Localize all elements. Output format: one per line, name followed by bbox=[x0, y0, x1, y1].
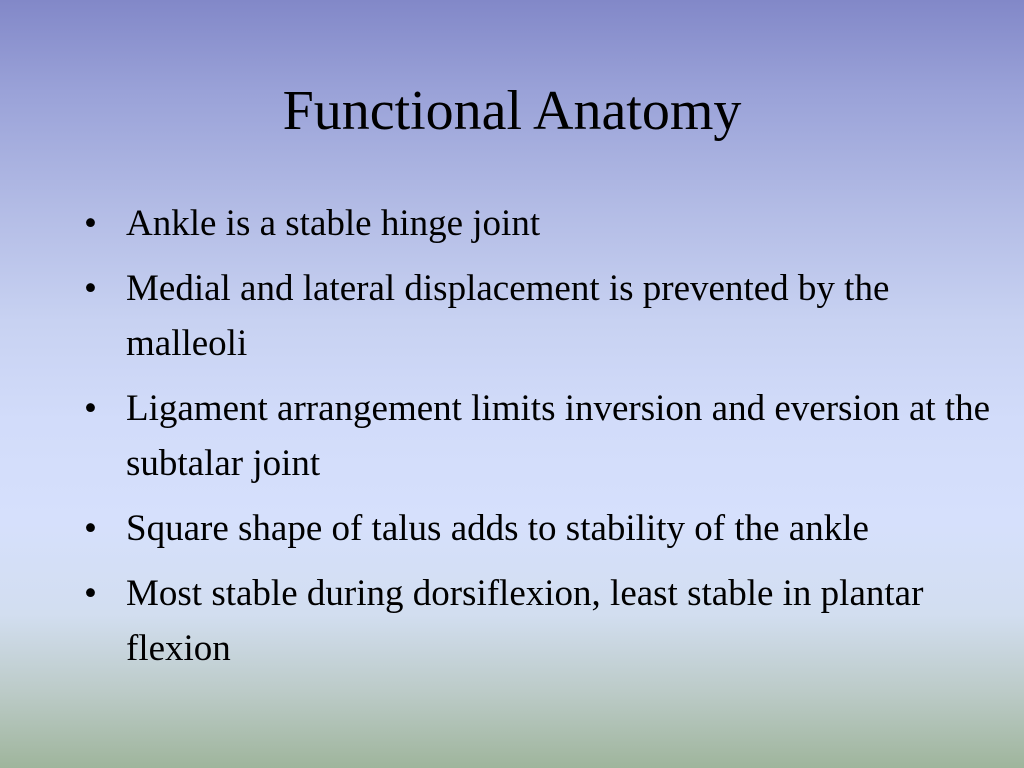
bullet-text: Square shape of talus adds to stability of the ankle bbox=[126, 508, 869, 549]
bullet-icon: • bbox=[84, 203, 97, 244]
bullet-icon: • bbox=[84, 508, 97, 549]
slide-title: Functional Anatomy bbox=[282, 80, 742, 142]
bullet-text: Ligament arrangement limits inversion and eversion at the subtalar joint bbox=[126, 388, 991, 484]
bullet-text: Ankle is a stable hinge joint bbox=[126, 203, 541, 244]
bullet-text: Most stable during dorsiflexion, least stable in plantar flexion bbox=[126, 573, 924, 669]
bullet-icon: • bbox=[84, 573, 97, 614]
bullet-text: Medial and lateral displacement is prevented by the malleoli bbox=[126, 268, 890, 364]
bullet-item bbox=[84, 566, 1014, 676]
bullet-list bbox=[84, 196, 1014, 686]
bullet-item bbox=[84, 196, 1014, 251]
bullet-item bbox=[84, 381, 1014, 491]
bullet-item bbox=[84, 501, 1014, 556]
bullet-icon: • bbox=[84, 388, 97, 429]
bullet-icon: • bbox=[84, 268, 97, 309]
bullet-item bbox=[84, 261, 1014, 371]
